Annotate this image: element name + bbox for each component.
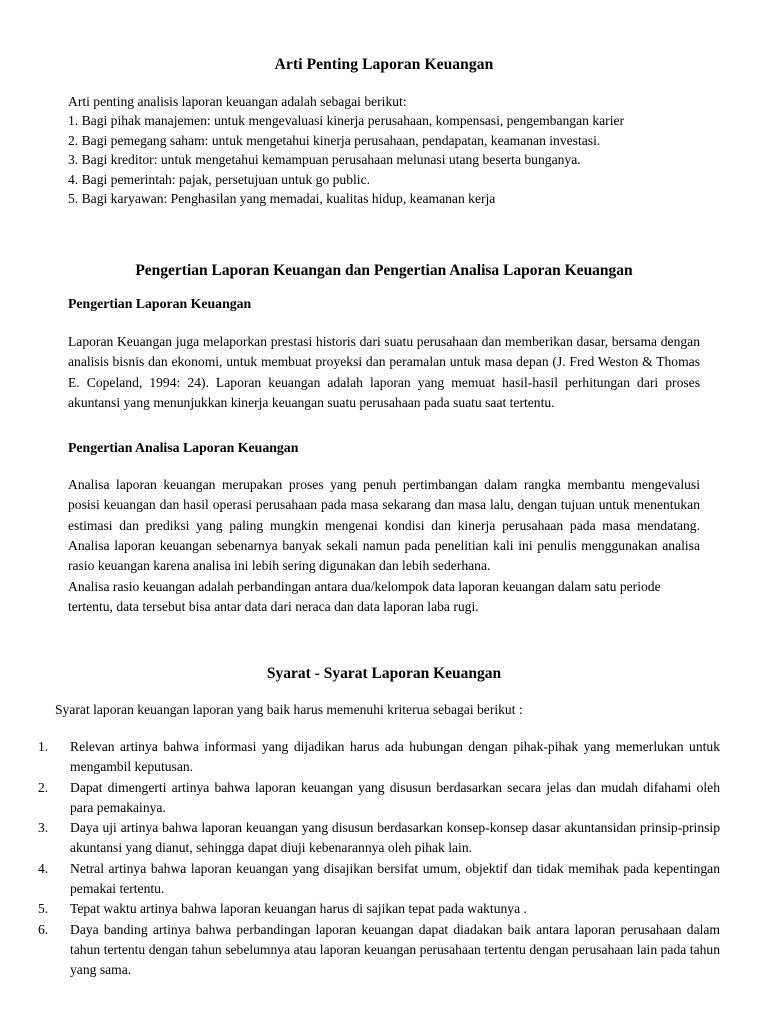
arti-penting-line-3: 3. Bagi kreditor: untuk mengetahui kemampuan perusahaan melunasi utang beserta bunganya. bbox=[68, 152, 581, 168]
paragraph-pengertian-analisa: Analisa laporan keuangan merupakan proses yang penuh pertimbangan dalam rangka membantu mengevalusi posisi keuangan dan hasil operasi perusahaan pada masa sekarang dan masa lalu, dengan tujuan untuk menentukan estimasi dan prediksi yang paling mungkin mengenai kondisi dan kinerja perusahaan pada masa mendatang. Analisa laporan keuangan sebenarnya banyak sekali namun pada penelitian kali ini penulis menggunakan analisa rasio keuangan karena analisa ini lebih sering digunakan dan lebih sederhana. bbox=[68, 477, 700, 574]
section-heading-syarat: Syarat - Syarat Laporan Keuangan bbox=[266, 665, 502, 682]
section-arti-penting-body bbox=[68, 92, 708, 208]
list-item bbox=[34, 778, 720, 819]
section-heading-pengertian: Pengertian Laporan Keuangan dan Pengertian Analisa Laporan Keuangan bbox=[135, 262, 633, 279]
section-heading-arti-penting: Arti Penting Laporan Keuangan bbox=[274, 56, 494, 73]
list-item-number: 5. bbox=[38, 901, 49, 917]
list-item-text: Netral artinya bahwa laporan keuangan yang disajikan bersifat umum, objektif dan tidak memihak pada kepentingan pemakai tertentu. bbox=[70, 860, 720, 897]
paragraph-analisa-rasio: Analisa rasio keuangan adalah perbandingan antara dua/kelompok data laporan keuangan dalam satu periode tertentu, data tersebut bisa antar data dari neraca dan data laporan laba rugi. bbox=[68, 579, 661, 615]
arti-penting-line-2: 2. Bagi pemegang saham: untuk mengetahui kinerja perusahaan, pendapatan, keamanan investasi. bbox=[68, 132, 601, 148]
arti-penting-line-5: 5. Bagi karyawan: Penghasilan yang memadai, kualitas hidup, keamanan kerja bbox=[68, 191, 496, 207]
subheading-pengertian-laporan-keuangan: Pengertian Laporan Keuangan bbox=[68, 296, 252, 311]
list-item bbox=[34, 859, 720, 900]
list-item bbox=[34, 737, 720, 778]
list-item bbox=[34, 818, 720, 859]
list-item-text: Dapat dimengerti artinya bahwa laporan keuangan yang disusun berdasarkan secara jelas dan mudah difahami oleh para pemakainya. bbox=[70, 779, 720, 815]
arti-penting-line-4: 4. Bagi pemerintah: pajak, persetujuan untuk go public. bbox=[68, 171, 371, 187]
list-item bbox=[34, 920, 720, 981]
list-item bbox=[34, 899, 720, 919]
list-item-number: 1. bbox=[38, 739, 49, 754]
list-item-number: 4. bbox=[38, 860, 49, 876]
arti-penting-intro: Arti penting analisis laporan keuangan adalah sebagai berikut: bbox=[68, 94, 407, 109]
subheading-pengertian-analisa: Pengertian Analisa Laporan Keuangan bbox=[68, 440, 299, 455]
syarat-intro: Syarat laporan keuangan laporan yang baik harus memenuhi kriterua sebagai berikut : bbox=[55, 702, 523, 717]
list-item-text: Relevan artinya bahwa informasi yang dijadikan harus ada hubungan dengan pihak-pihak yang memerlukan untuk mengambil keputusan. bbox=[70, 739, 720, 775]
arti-penting-line-1: 1. Bagi pihak manajemen: untuk mengevaluasi kinerja perusahaan, kompensasi, pengembangan karier bbox=[68, 113, 625, 129]
syarat-requirement-list bbox=[34, 737, 720, 981]
list-item-text: Daya banding artinya bahwa perbandingan laporan keuangan dapat diadakan baik antara laporan perusahaan dalam tahun tertentu dengan tahun sebelumnya atau laporan keuangan perusahaan tertentu dengan perusahaan lain pada tahun yang sama. bbox=[70, 921, 720, 978]
list-item-number: 2. bbox=[38, 779, 49, 795]
list-item-number: 3. bbox=[38, 820, 49, 836]
list-item-number: 6. bbox=[38, 921, 49, 937]
list-item-text: Tepat waktu artinya bahwa laporan keuangan harus di sajikan tepat pada waktunya . bbox=[70, 901, 527, 917]
paragraph-pengertian-laporan-keuangan: Laporan Keuangan juga melaporkan prestasi historis dari suatu perusahaan dan memberikan dasar, bersama dengan analisis bisnis dan ekonomi, untuk membuat proyeksi dan peramalan untuk masa depan (J. Fred Weston & Thomas E. Copeland, 1994: 24). Laporan keuangan adalah laporan yang memuat hasil-hasil perhitungan dari proses akuntansi yang menunjukkan kinerja keuangan suatu perusahaan pada suatu saat tertentu. bbox=[68, 334, 700, 410]
list-item-text: Daya uji artinya bahwa laporan keuangan yang disusun berdasarkan konsep-konsep dasar akuntansidan prinsip-prinsip akuntansi yang dianut, sehingga dapat diuji kebenarannya oleh pihak lain. bbox=[70, 820, 720, 856]
